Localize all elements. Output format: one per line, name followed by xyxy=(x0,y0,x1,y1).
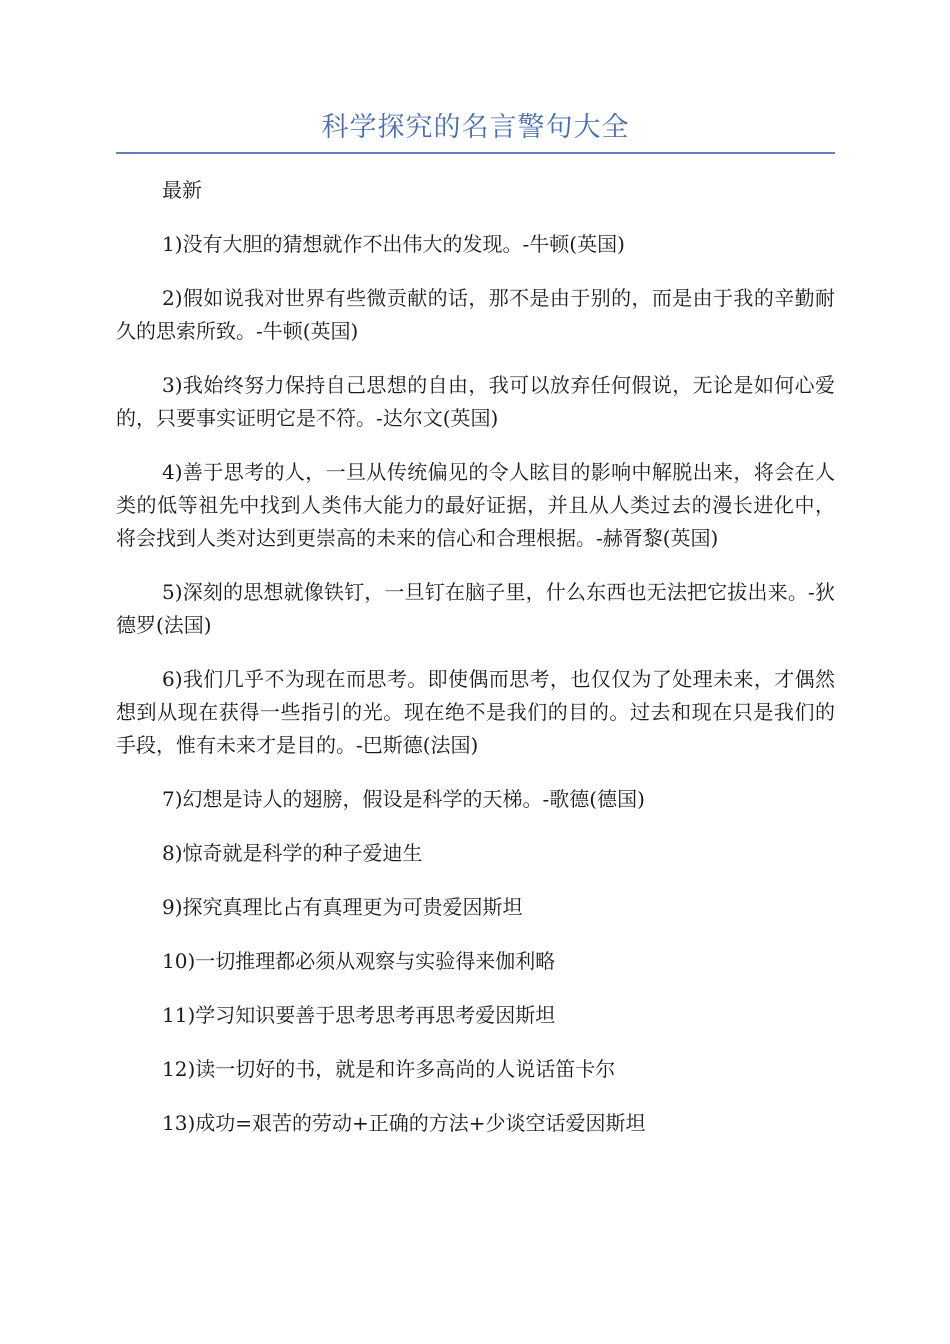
quote-4: 4)善于思考的人，一旦从传统偏见的令人眩目的影响中解脱出来，将会在人类的低等祖先中找到人类伟大能力的最好证据，并且从人类过去的漫长进化中，将会找到人类对达到更崇高的未来的信心和合理根据。-赫胥黎(英国) xyxy=(116,460,835,550)
quote-7: 7)幻想是诗人的翅膀，假设是科学的天梯。-歌德(德国) xyxy=(162,787,645,811)
quote-2: 2)假如说我对世界有些微贡献的话，那不是由于别的，而是由于我的辛勤耐久的思索所致。-牛顿(英国) xyxy=(116,286,835,343)
quote-1: 1)没有大胆的猜想就作不出伟大的发现。-牛顿(英国) xyxy=(162,232,625,256)
quote-3: 3)我始终努力保持自己思想的自由，我可以放弃任何假说，无论是如何心爱的，只要事实证明它是不符。-达尔文(英国) xyxy=(116,373,835,430)
quote-12: 12)读一切好的书，就是和许多高尚的人说话笛卡尔 xyxy=(162,1057,616,1081)
quote-11: 11)学习知识要善于思考思考再思考爱因斯坦 xyxy=(162,1003,556,1027)
document-title: 科学探究的名言警句大全 xyxy=(321,112,630,143)
quote-10: 10)一切推理都必须从观察与实验得来伽利略 xyxy=(162,949,556,973)
document-page xyxy=(116,108,835,1161)
quote-6: 6)我们几乎不为现在而思考。即使偶而思考，也仅仅为了处理未来，才偶然想到从现在获得一些指引的光。现在绝不是我们的目的。过去和现在只是我们的手段，惟有未来才是目的。-巴斯德(法国) xyxy=(116,667,835,757)
title-underline xyxy=(116,152,835,154)
paragraph-intro: 最新 xyxy=(162,178,202,202)
quote-8: 8)惊奇就是科学的种子爱迪生 xyxy=(162,841,423,865)
document-body xyxy=(116,174,835,1140)
quote-5: 5)深刻的思想就像铁钉，一旦钉在脑子里，什么东西也无法把它拔出来。-狄德罗(法国) xyxy=(116,580,835,637)
quote-13: 13)成功=艰苦的劳动+正确的方法+少谈空话爱因斯坦 xyxy=(162,1111,646,1135)
quote-9: 9)探究真理比占有真理更为可贵爱因斯坦 xyxy=(162,895,523,919)
